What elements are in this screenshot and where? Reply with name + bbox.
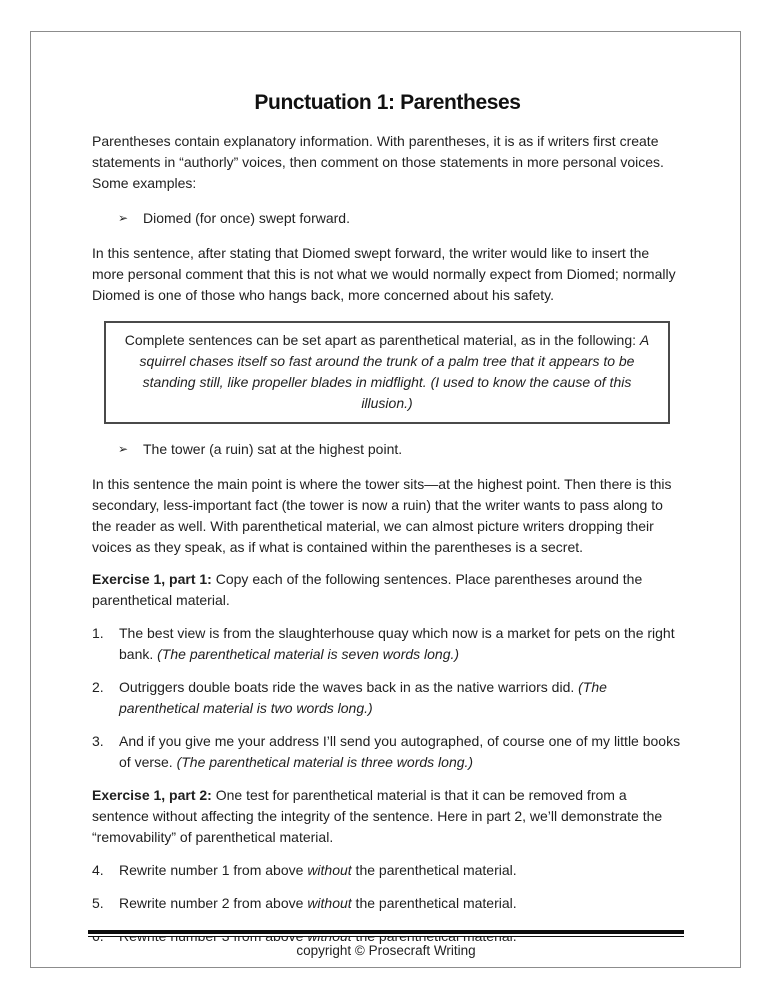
item-text: And if you give me your address I’ll send you autographed, of course one of my little books of verse.	[119, 733, 681, 770]
item-text: The best view is from the slaughterhouse quay which now is a market for pets on the right bank.	[119, 625, 675, 662]
exercise-1-part-1-label: Exercise 1, part 1:	[92, 571, 212, 587]
exercise-1-part-2-label: Exercise 1, part 2:	[92, 787, 212, 803]
worksheet-page	[30, 31, 741, 968]
item-text: Rewrite number 2 from above	[119, 895, 308, 911]
callout-italic-text: A squirrel chases itself so fast around the trunk of a palm tree that it appears to be standing still, like propeller blades in midflight. (I used to know the cause of this illusion.)	[139, 332, 650, 411]
list-item-1	[92, 623, 683, 665]
exercise-1-part-2-text: One test for parenthetical material is that it can be removed from a sentence without affecting the integrity of the sentence. Here in part 2, we’ll demonstrate the “removability” of parenthetical material.	[92, 787, 663, 845]
item-number: 5.	[92, 895, 104, 911]
item-text: Outriggers double boats ride the waves back in as the native warriors did.	[119, 679, 579, 695]
footer-divider	[88, 930, 684, 937]
item-number: 4.	[92, 862, 104, 878]
item-emphasis: without	[307, 895, 352, 911]
copyright-text: copyright © Prosecraft Writing	[296, 943, 476, 958]
list-item-5	[92, 893, 683, 914]
page-footer	[88, 930, 684, 958]
exercise-1-part-1-text: Copy each of the following sentences. Place parentheses around the parenthetical material.	[92, 571, 643, 608]
item-hint: (The parenthetical material is seven words long.)	[157, 646, 460, 662]
arrow-bullet-icon: ➢	[118, 211, 129, 225]
item-text-end: the parenthetical material.	[351, 862, 517, 878]
arrow-bullet-icon: ➢	[118, 442, 129, 456]
item-text: Rewrite number 1 from above	[119, 862, 308, 878]
item-number: 3.	[92, 733, 104, 749]
list-item-3	[92, 731, 683, 773]
explanation-paragraph-2: In this sentence the main point is where the tower sits—at the highest point. Then there is this secondary, less-important fact (the tower is now a ruin) that the writer wants to pass along to the reader as well. With parenthetical material, we can almost picture writers dropping their voices as they speak, as if what is contained within the parentheses is a secret.	[92, 476, 672, 555]
list-item-4	[92, 860, 683, 881]
example-bullet-1	[92, 208, 683, 229]
example-2-text: The tower (a ruin) sat at the highest point.	[143, 441, 403, 457]
exercise-1-part-2-paragraph	[92, 785, 683, 848]
example-1-text: Diomed (for once) swept forward.	[143, 210, 350, 226]
intro-paragraph: Parentheses contain explanatory information. With parentheses, it is as if writers first create statements in “authorly” voices, then comment on those statements in more personal voices. Some examples:	[92, 133, 664, 191]
list-item-2	[92, 677, 683, 719]
item-hint: (The parenthetical material is two words long.)	[119, 679, 607, 716]
page-content	[31, 92, 740, 947]
example-bullet-2	[92, 439, 683, 460]
item-text-end: the parenthetical material.	[351, 895, 517, 911]
item-emphasis: without	[307, 862, 352, 878]
callout-box	[104, 321, 670, 424]
exercise-1-part-1-paragraph	[92, 569, 683, 611]
item-hint: (The parenthetical material is three words long.)	[176, 754, 474, 770]
item-number: 1.	[92, 625, 104, 641]
item-number: 2.	[92, 679, 104, 695]
callout-normal-text: Complete sentences can be set apart as parenthetical material, as in the following:	[124, 332, 640, 348]
explanation-paragraph-1: In this sentence, after stating that Diomed swept forward, the writer would like to insert the more personal comment that this is not what we would normally expect from Diomed; normally Diomed is one of those who hangs back, more concerned about his safety.	[92, 245, 676, 303]
page-title: Punctuation 1: Parentheses	[254, 91, 521, 114]
